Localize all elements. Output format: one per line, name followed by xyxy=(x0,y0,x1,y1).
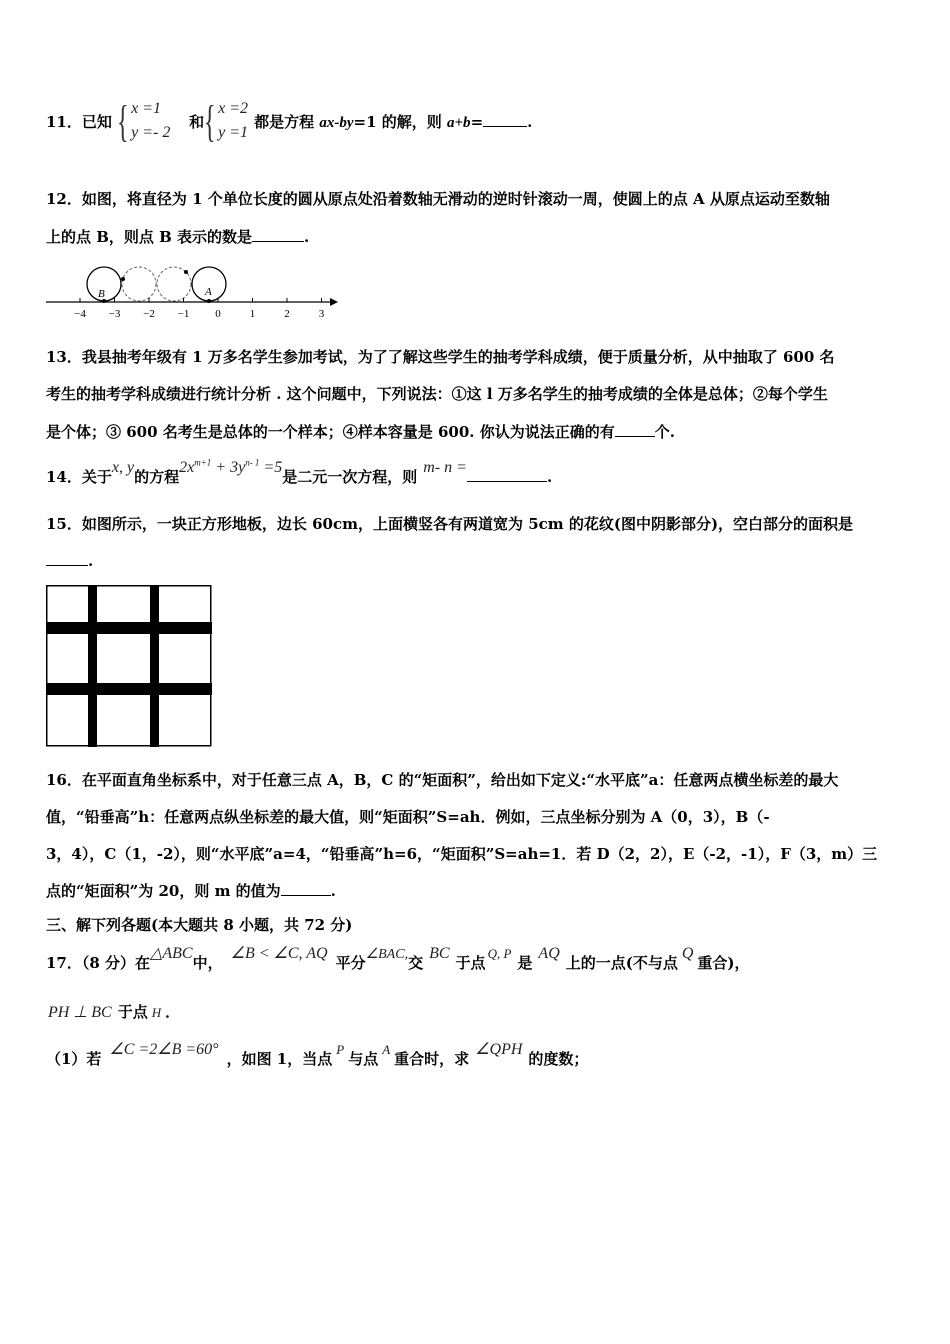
q11-ask: a+b xyxy=(447,115,471,131)
eq-term-1: 2x xyxy=(179,459,195,476)
answer-blank xyxy=(252,227,304,242)
brace-icon: { xyxy=(117,97,129,146)
system1-row2: y =- 2 xyxy=(131,124,171,141)
q17-p1-qph: ∠QPH xyxy=(475,1041,523,1058)
tick-label: 0 xyxy=(215,308,221,320)
q11-text-c: = xyxy=(470,113,484,131)
q15-floor-figure xyxy=(46,585,212,747)
brace-icon: { xyxy=(204,97,216,146)
system2-row1: x =2 xyxy=(218,100,249,117)
q17-d: 交 xyxy=(408,954,424,972)
q13-line3-text: 是个体；③ 600 名考生是总体的一个样本；④样本容量是 600. 你认为说法正确的有 xyxy=(46,423,615,441)
point-dot-1 xyxy=(121,277,125,281)
q17-p1-c: 与点 xyxy=(348,1050,379,1068)
q17-p1-a: （1）若 xyxy=(46,1050,102,1068)
answer-blank xyxy=(46,551,88,566)
point-b-label: B xyxy=(98,288,105,300)
answer-blank xyxy=(483,112,527,127)
eq-sup-1: m+1 xyxy=(194,457,212,468)
q11-text-a: 都是方程 xyxy=(254,113,315,131)
q17-aq: AQ xyxy=(538,945,560,962)
q15-line1: 15．如图所示，一块正方形地板，边长 60cm，上面横竖各有两道宽为 5cm 的花纹(图中阴影部分)，空白部分的面积是 xyxy=(46,515,854,533)
answer-blank xyxy=(467,467,547,482)
eq-end: =5 xyxy=(259,459,283,476)
q17-p1-angle: ∠C =2∠B =60° xyxy=(109,1041,219,1058)
q17-point-h: H xyxy=(151,1005,162,1020)
q12-line2: 上的点 B，则点 B 表示的数是 . xyxy=(46,228,310,246)
q17-g: 上的一点(不与点 xyxy=(565,954,678,972)
q14-line: 14．关于x, y的方程$2x^{m+1} + 3y^{n- 1} =5$是二元一次方程，则m- n =. xyxy=(46,457,553,486)
answer-blank xyxy=(615,422,655,437)
q11-system-2 xyxy=(204,97,254,146)
eq-sup-2: n- 1 xyxy=(245,457,260,468)
q11-number: 11．已知 xyxy=(46,113,112,131)
q14-ask: m- n = xyxy=(423,459,467,476)
q14-b: 的方程 xyxy=(134,468,180,486)
q14-c: 是二元一次方程，则 xyxy=(282,468,418,486)
answer-blank xyxy=(281,881,331,896)
q17-angle-bac: ∠BAC, xyxy=(365,947,409,962)
eq-term-2: + 3y xyxy=(211,459,246,476)
q13-line2: 考生的抽考学科成绩进行统计分析 . 这个问题中，下列说法：①这 l 万多名学生的抽考成绩的全体是总体；②每个学生 xyxy=(46,385,828,403)
point-dot-2 xyxy=(184,270,188,274)
q17-p1-e: 的度数； xyxy=(528,1050,589,1068)
q17-a: 17．（8 分）在 xyxy=(46,954,151,972)
q12-line2-text: 上的点 B，则点 B 表示的数是 xyxy=(46,228,253,246)
q17-line2-end: ． xyxy=(165,1003,181,1021)
q17-bc: BC xyxy=(429,945,450,962)
q13-line1: 13．我县抽考年级有 1 万多名学生参加考试，为了了解这些学生的抽考学科成绩，便于质量分析，从中抽取了 600 名 xyxy=(46,348,835,366)
q17-q: Q xyxy=(681,945,694,962)
q15-line2: . xyxy=(46,551,93,570)
q14-a: 14．关于 xyxy=(46,468,112,486)
tick-label: 2 xyxy=(284,308,290,320)
horizontal-stripe-2 xyxy=(46,683,212,695)
q17-p1-b: ，如图 1，当点 xyxy=(226,1050,333,1068)
q16-line1: 16．在平面直角坐标系中，对于任意三点 A，B，C 的“矩面积”，给出如下定义:“水平底”a：任意两点横坐标差的最大 xyxy=(46,771,839,789)
tick-label: 3 xyxy=(318,308,325,320)
tick-label: −3 xyxy=(108,308,121,320)
q11-equation: ax-by xyxy=(319,115,354,131)
vertical-stripe-2 xyxy=(150,585,159,747)
q17-line1 xyxy=(46,945,750,973)
q16-line3: 3，4），C（1，-2），则“水平底”a=4，“铅垂高”h=6，“矩面积”S=ah=1．若 D（2，2），E（-2，-1），F（3，m）三 xyxy=(46,845,878,863)
tick-label: −1 xyxy=(177,308,190,320)
q17-line2-text: 于点 xyxy=(117,1003,148,1021)
section-3-title: 三、解下列各题(本大题共 8 小题，共 72 分) xyxy=(46,916,353,934)
q17-angle-cond: ∠B < ∠C, AQ xyxy=(230,945,328,962)
q17-qp: Q, P xyxy=(487,946,512,961)
q17-part1 xyxy=(46,1041,589,1069)
tick-label: −2 xyxy=(143,308,155,320)
tick-label: −4 xyxy=(74,308,86,320)
tick-marks xyxy=(74,298,325,320)
q12-number-line-figure xyxy=(40,262,340,324)
q17-b: 中， xyxy=(192,954,223,972)
q16-line4: 点的“矩面积”为 20，则 m 的值为 . xyxy=(46,882,336,900)
q17-p1-a-point: A xyxy=(382,1042,391,1057)
arrow-right-icon xyxy=(330,298,338,306)
q12-line1: 12．如图，将直径为 1 个单位长度的圆从原点处沿着数轴无滑动的逆时针滚动一周，使圆上的点 A 从原点运动至数轴 xyxy=(46,190,830,208)
system1-row1: x =1 xyxy=(131,100,162,117)
q11-line: 11．已知 { x =1 y =- 2 和 { x =2 y =1 都是方程 ax-by=1 的解，则 a+b= . xyxy=(46,97,533,146)
tick-label: 1 xyxy=(249,308,256,320)
q17-e: 于点 xyxy=(455,954,486,972)
q17-c: 平分 xyxy=(335,954,366,972)
q17-triangle: △ABC xyxy=(150,945,193,962)
q17-p1-d: 重合时，求 xyxy=(394,1050,470,1068)
vertical-stripe-1 xyxy=(88,585,97,747)
horizontal-stripe-1 xyxy=(46,622,212,634)
q11-system-1 xyxy=(117,97,189,146)
q16-line2: 值，“铅垂高”h：任意两点纵坐标差的最大值，则“矩面积”S=ah．例如，三点坐标分别为 A（0，3），B（- xyxy=(46,808,770,826)
q13-line3 xyxy=(46,421,675,442)
point-a-label: A xyxy=(205,286,212,298)
system2-row2: y =1 xyxy=(218,124,249,141)
q17-h: 重合)， xyxy=(697,954,750,972)
q13-line3-end: 个. xyxy=(654,423,675,441)
circle-dashed-1 xyxy=(122,267,156,301)
q11-text-b: =1 的解，则 xyxy=(353,113,442,131)
q17-perp: PH ⊥ BC xyxy=(48,1004,112,1021)
q16-line4-text: 点的“矩面积”为 20，则 m 的值为 xyxy=(46,882,281,900)
q11-and: 和 xyxy=(189,113,205,131)
q17-line2 xyxy=(46,1001,180,1022)
q14-equation xyxy=(179,459,282,476)
floor-square xyxy=(47,586,211,746)
q17-p1-p: P xyxy=(336,1042,345,1057)
q14-vars: x, y xyxy=(111,459,135,476)
q17-f: 是 xyxy=(517,954,533,972)
